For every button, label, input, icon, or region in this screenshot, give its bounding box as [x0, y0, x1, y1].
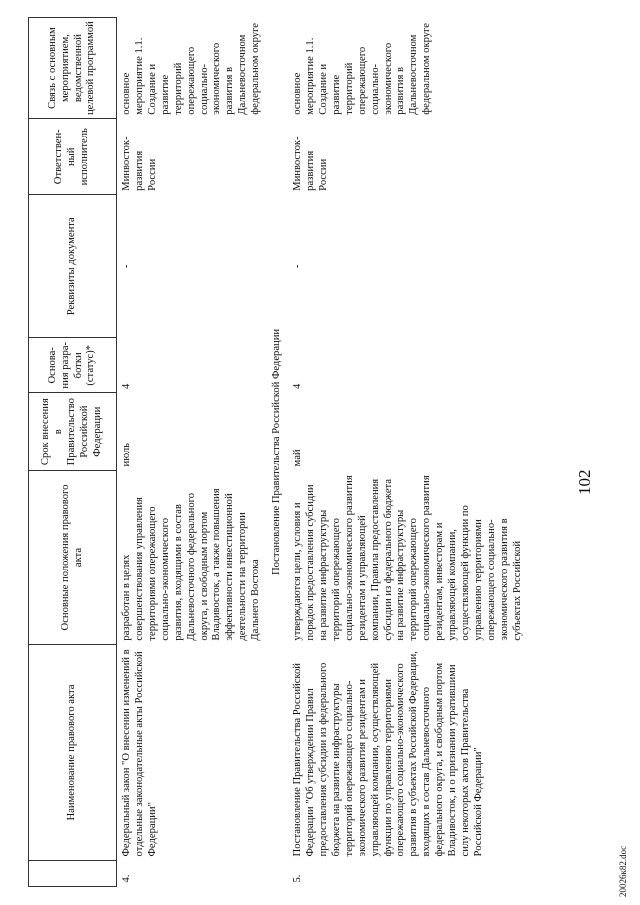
act-deadline: июль [121, 443, 132, 467]
act-deadline: май [292, 449, 304, 467]
row-number: 4. [121, 874, 132, 883]
col-header-name: Наименование правового акта [29, 645, 117, 861]
act-requisites: - [292, 264, 304, 269]
table-row [288, 18, 529, 887]
act-name: Постановление Правительства Российской Федерации "Об утверждении Правил предоставления субсидии из федерального бюджета на развитие инфраструктуры территорий опережающего социально-экономического развития резидентам и управляющей компании, осуществляющей функции по управлению территориями опережающего социально-экономического развития в субъектах Российской Федерации, входящих в состав Дальневосточного федерального округа, и свободным портом Владивосток, и о признании утратившими силу некоторых актов Правительства Российской Федерации" [292, 651, 484, 857]
act-basis: 4 [121, 383, 132, 389]
act-link: основное мероприятие 1.1. Создание и развитие территорий опережающего социально-экономического развития в Дальневосточном федеральном округе [121, 23, 262, 115]
col-header-num [29, 860, 117, 886]
footer-file-code: 20026к82.doc [618, 845, 628, 897]
act-requisites: - [121, 264, 132, 269]
col-header-requisites: Реквизиты документа [29, 195, 117, 338]
table-header-row [29, 18, 117, 887]
act-basis: 4 [292, 383, 304, 389]
page-number: 102 [575, 469, 594, 495]
act-name: Федеральный закон "О внесении изменений в отдельные законодательные акты Российской Федерации" [121, 649, 158, 857]
col-header-basis: Основа-ния разра-ботки (статус)* [29, 338, 117, 393]
col-header-link: Связь с основным мероприятием, ведомственной целевой программой [29, 18, 117, 119]
section-row [267, 18, 288, 887]
act-executor: Минвосток-развития России [292, 136, 329, 191]
act-provisions: утверждаются цели, условия и порядок предоставления субсидии на развитие инфраструктуры территорий опережающего социально-экономического развития резидентам и управляющей компании, Правила предоставления субсидии из федерального бюджета на развитие инфраструктуры территорий опережающего социально-экономического развития резидентам, инвесторам и управляющей компании, осуществляющей функции по управлению территориями опережающего социально-экономического развития в субъектах Российской [292, 475, 523, 641]
col-header-deadline: Срок внесения в Правительство Российской Федерации [29, 393, 117, 471]
table-row [117, 18, 268, 887]
col-header-executor: Ответствен-ный исполнитель [29, 119, 117, 195]
row-number: 5. [292, 874, 304, 883]
act-link: основное мероприятие 1.1. Создание и развитие территорий опережающего социально-экономического развития в Дальневосточном федеральном округе [292, 23, 433, 115]
section-title: Постановление Правительства Российской Федерации [271, 328, 283, 576]
col-header-provisions: Основные положения правового акта [29, 470, 117, 644]
legal-acts-table [28, 17, 529, 887]
act-provisions: разработан в целях совершенствования управления территориями опережающего социально-экономического развития, входящими в состав Дальневосточного федерального округа, и свободным портом Владивосток, а также повышения эффективности инвестиционной деятельности на территории Дальнего Востока [121, 488, 262, 641]
act-executor: Минвосток-развития России [121, 136, 158, 191]
